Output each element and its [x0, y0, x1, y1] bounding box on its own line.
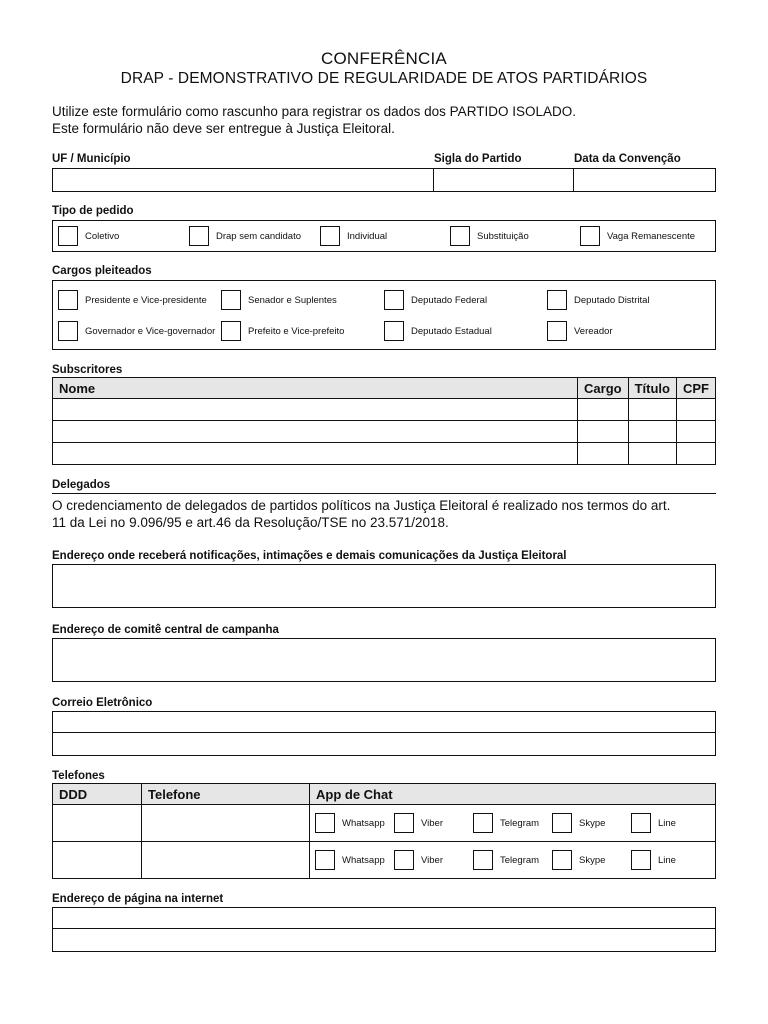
option-label: Deputado Estadual: [411, 325, 492, 337]
app-whatsapp[interactable]: [315, 813, 394, 833]
cpf-cell[interactable]: [677, 399, 716, 421]
cargo-senador[interactable]: [221, 290, 384, 310]
correio-field-2[interactable]: [53, 733, 715, 754]
app-chat-cell: [310, 842, 716, 879]
identificacao-fields: [52, 168, 716, 192]
data-convencao-label: Data da Convenção: [574, 153, 681, 165]
checkbox[interactable]: [315, 813, 335, 833]
app-skype[interactable]: [552, 850, 631, 870]
option-label: Coletivo: [85, 230, 120, 242]
pagina-internet-label: Endereço de página na internet: [52, 893, 224, 905]
telefone-cell[interactable]: [142, 842, 310, 879]
option-label: Line: [658, 817, 676, 829]
intro-line-1: Utilize este formulário como rascunho para registrar os dados dos PARTIDO ISOLADO.: [52, 104, 576, 119]
checkbox[interactable]: [631, 813, 651, 833]
checkbox[interactable]: [320, 226, 340, 246]
cargo-deputado-federal[interactable]: [384, 290, 547, 310]
checkbox[interactable]: [552, 813, 572, 833]
delegados-label: Delegados: [52, 478, 716, 494]
checkbox[interactable]: [315, 850, 335, 870]
option-label: Senador e Suplentes: [248, 294, 337, 306]
app-chat-cell: [310, 805, 716, 842]
app-telegram[interactable]: [473, 813, 552, 833]
correio-label: Correio Eletrônico: [52, 697, 153, 709]
checkbox[interactable]: [221, 321, 241, 341]
checkbox[interactable]: [58, 321, 78, 341]
telefones-table: [52, 783, 716, 879]
app-whatsapp[interactable]: [315, 850, 394, 870]
option-label: Viber: [421, 854, 444, 866]
app-telegram[interactable]: [473, 850, 552, 870]
form-title: CONFERÊNCIA: [321, 49, 447, 68]
pagina-internet-field-2[interactable]: [53, 929, 715, 950]
option-label: Prefeito e Vice-prefeito: [248, 325, 345, 337]
app-skype[interactable]: [552, 813, 631, 833]
tipo-substituicao[interactable]: [450, 226, 580, 246]
checkbox[interactable]: [580, 226, 600, 246]
cargo-prefeito[interactable]: [221, 321, 384, 341]
nome-cell[interactable]: [53, 399, 578, 421]
uf-municipio-field[interactable]: [53, 169, 434, 191]
cargo-deputado-estadual[interactable]: [384, 321, 547, 341]
cargo-cell[interactable]: [578, 421, 629, 443]
cargos-label: Cargos pleiteados: [52, 265, 152, 277]
option-label: Vaga Remanescente: [607, 230, 696, 242]
col-telefone: Telefone: [142, 784, 310, 805]
option-label: Individual: [347, 230, 388, 242]
checkbox[interactable]: [631, 850, 651, 870]
intro-line-2: Este formulário não deve ser entregue à Justiça Eleitoral.: [52, 121, 395, 136]
cargo-deputado-distrital[interactable]: [547, 290, 650, 310]
ddd-cell[interactable]: [53, 805, 142, 842]
pagina-internet-box: [52, 907, 716, 952]
identificacao-labels: [52, 152, 716, 166]
titulo-cell[interactable]: [628, 443, 676, 465]
pagina-internet-field-1[interactable]: [53, 908, 715, 929]
table-row: [53, 443, 716, 465]
titulo-cell[interactable]: [628, 421, 676, 443]
checkbox[interactable]: [384, 321, 404, 341]
endereco-notificacoes-label: Endereço onde receberá notificações, intimações e demais comunicações da Justiça Eleitoral: [52, 550, 567, 562]
checkbox[interactable]: [547, 290, 567, 310]
endereco-comite-field[interactable]: [52, 638, 716, 682]
correio-field-1[interactable]: [53, 712, 715, 733]
cargo-presidente[interactable]: [58, 290, 221, 310]
col-nome: Nome: [53, 378, 578, 399]
option-label: Substituição: [477, 230, 529, 242]
subscritores-label: Subscritores: [52, 364, 123, 376]
col-ddd: DDD: [53, 784, 142, 805]
option-label: Deputado Federal: [411, 294, 488, 306]
ddd-cell[interactable]: [53, 842, 142, 879]
uf-municipio-label: UF / Município: [52, 153, 131, 165]
titulo-cell[interactable]: [628, 399, 676, 421]
table-row: [53, 399, 716, 421]
checkbox[interactable]: [189, 226, 209, 246]
cargo-cell[interactable]: [578, 443, 629, 465]
option-label: Skype: [579, 854, 606, 866]
option-label: Governador e Vice-governador: [85, 325, 216, 337]
checkbox[interactable]: [58, 290, 78, 310]
app-viber[interactable]: [394, 813, 473, 833]
checkbox[interactable]: [58, 226, 78, 246]
nome-cell[interactable]: [53, 443, 578, 465]
delegados-text: [52, 497, 716, 531]
app-line[interactable]: [631, 813, 676, 833]
tipo-individual[interactable]: [320, 226, 450, 246]
intro-text: [52, 103, 716, 137]
endereco-notificacoes-field[interactable]: [52, 564, 716, 608]
option-label: Telegram: [500, 854, 540, 866]
checkbox[interactable]: [450, 226, 470, 246]
telefones-header-row: [53, 784, 716, 805]
delegados-text-line-2: 11 da Lei no 9.096/95 e art.46 da Resolução/TSE no 23.571/2018.: [52, 515, 449, 530]
sigla-label: Sigla do Partido: [434, 153, 522, 165]
checkbox[interactable]: [552, 850, 572, 870]
option-label: Drap sem candidato: [216, 230, 302, 242]
telefone-cell[interactable]: [142, 805, 310, 842]
checkbox[interactable]: [547, 321, 567, 341]
tipo-pedido-box: [52, 220, 716, 252]
cpf-cell[interactable]: [677, 443, 716, 465]
checkbox[interactable]: [221, 290, 241, 310]
cpf-cell[interactable]: [677, 421, 716, 443]
table-row: [53, 842, 716, 879]
subscritores-table: [52, 377, 716, 465]
option-label: Deputado Distrital: [574, 294, 650, 306]
correio-box: [52, 711, 716, 756]
checkbox[interactable]: [473, 813, 493, 833]
subscritores-header-row: [53, 378, 716, 399]
col-cpf: CPF: [677, 378, 716, 399]
form-subtitle: DRAP - DEMONSTRATIVO DE REGULARIDADE DE ATOS PARTIDÁRIOS: [120, 70, 648, 87]
checkbox[interactable]: [384, 290, 404, 310]
form-page: [52, 48, 716, 952]
tipo-drap-sem-candidato[interactable]: [189, 226, 320, 246]
endereco-comite-label: Endereço de comitê central de campanha: [52, 624, 279, 636]
cargo-cell[interactable]: [578, 399, 629, 421]
cargo-governador[interactable]: [58, 321, 221, 341]
option-label: Vereador: [574, 325, 613, 337]
cargo-vereador[interactable]: [547, 321, 613, 341]
option-label: Viber: [421, 817, 444, 829]
option-label: Skype: [579, 817, 606, 829]
delegados-text-line-1: O credenciamento de delegados de partidos políticos na Justiça Eleitoral é realizado nos termos do art.: [52, 498, 671, 513]
cargos-box: [52, 280, 716, 350]
tipo-vaga-remanescente[interactable]: [580, 226, 695, 246]
table-row: [53, 421, 716, 443]
col-app-chat: App de Chat: [310, 784, 716, 805]
app-line[interactable]: [631, 850, 676, 870]
cargos-row-1: [58, 288, 715, 312]
sigla-field[interactable]: [434, 169, 574, 191]
col-titulo: Título: [628, 378, 676, 399]
option-label: Telegram: [500, 817, 540, 829]
option-label: Presidente e Vice-presidente: [85, 294, 207, 306]
telefones-label: Telefones: [52, 770, 105, 782]
option-label: Line: [658, 854, 676, 866]
cargos-row-2: [58, 319, 715, 343]
checkbox[interactable]: [394, 850, 414, 870]
option-label: Whatsapp: [342, 854, 385, 866]
app-viber[interactable]: [394, 850, 473, 870]
table-row: [53, 805, 716, 842]
data-convencao-field[interactable]: [574, 169, 715, 191]
tipo-coletivo[interactable]: [58, 226, 189, 246]
checkbox[interactable]: [473, 850, 493, 870]
nome-cell[interactable]: [53, 421, 578, 443]
tipo-pedido-label: Tipo de pedido: [52, 205, 134, 217]
checkbox[interactable]: [394, 813, 414, 833]
option-label: Whatsapp: [342, 817, 385, 829]
col-cargo: Cargo: [578, 378, 629, 399]
